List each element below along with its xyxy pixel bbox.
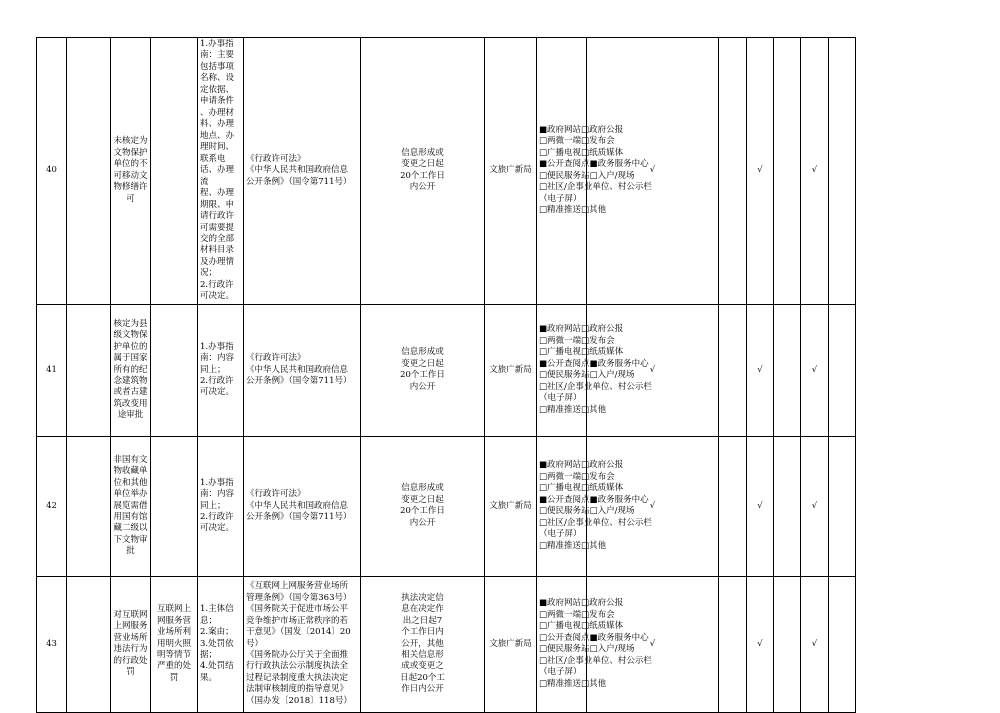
channel-option: □入户/现场 <box>589 170 635 181</box>
channel-option: □其他 <box>581 205 607 216</box>
channel-line <box>539 655 652 667</box>
channel-option: □广播电视 <box>539 147 582 158</box>
check-mark <box>829 38 856 305</box>
check-mark: √ <box>801 436 829 576</box>
blank-cell <box>67 436 111 576</box>
blank-cell <box>67 38 111 305</box>
disclosure-content: 1.办事指南：内容同上； 2.行政许可决定。 <box>198 436 244 576</box>
check-mark: √ <box>747 304 774 436</box>
channel-option: ■公开查阅点 <box>539 358 590 369</box>
disclosure-time: 信息形成或 变更之日起 20个工作日 内公开 <box>361 304 485 436</box>
channel-line <box>539 598 624 609</box>
channel-option: □其他 <box>581 678 607 689</box>
channel-option: □社区/企事业单位、村公示栏 <box>539 517 652 528</box>
channel-option: □入户/现场 <box>589 370 635 381</box>
sub-item-name <box>151 436 198 576</box>
disclosure-basis: 《行政许可法》 《中华人民共和国政府信息 公开条例》（国令第711号） <box>244 38 361 305</box>
table-row <box>37 576 883 712</box>
disclosure-channels <box>537 576 652 712</box>
channel-option: ■政府网站 <box>539 125 582 136</box>
channel-option: □便民服务站 <box>539 506 590 517</box>
channel-line <box>539 471 615 483</box>
row-number: 41 <box>37 304 67 436</box>
channel-option: □发布会 <box>581 335 615 346</box>
channel-option: ■政府网站 <box>539 324 582 335</box>
channel-option: □两微一端 <box>539 471 582 482</box>
channel-option: □精准推送 <box>539 540 582 551</box>
disclosure-basis: 《行政许可法》 《中华人民共和国政府信息 公开条例》（国令第711号） <box>244 304 361 436</box>
channel-option: □其他 <box>581 540 607 551</box>
channel-option: □纸质媒体 <box>581 347 624 358</box>
channel-line <box>539 494 649 506</box>
channel-option: □便民服务站 <box>539 370 590 381</box>
sub-item-name: 互联网上 网服务营 业场所利 用明火照 明等情节 严重的处 罚 <box>151 576 198 712</box>
channel-option: □政府公报 <box>581 598 624 609</box>
channel-line <box>539 517 652 529</box>
channel-line <box>539 136 615 147</box>
channel-line <box>539 540 607 552</box>
check-mark <box>829 304 856 436</box>
row-number: 40 <box>37 38 67 305</box>
channel-option: ■政府网站 <box>539 598 582 609</box>
disclosure-channels <box>537 436 652 576</box>
channel-option: ■公开查阅点 <box>539 494 590 505</box>
channel-option: □政府公报 <box>581 324 624 335</box>
channel-option: □发布会 <box>581 471 615 482</box>
channel-option: □发布会 <box>581 136 615 147</box>
disclosure-table <box>36 37 883 713</box>
row-number: 42 <box>37 436 67 576</box>
check-mark <box>719 38 747 305</box>
channel-option: □社区/企事业单位、村公示栏 <box>539 655 652 666</box>
check-mark <box>719 304 747 436</box>
channel-line <box>539 529 584 540</box>
channel-line <box>539 381 652 393</box>
check-mark: √ <box>801 38 829 305</box>
channel-line <box>539 404 607 416</box>
channel-option: （电子屏） <box>539 193 582 204</box>
channel-option: □广播电视 <box>539 483 582 494</box>
channel-line <box>539 667 584 678</box>
blank-cell <box>67 576 111 712</box>
disclosure-subject: 文旅广新局 <box>485 304 537 436</box>
check-mark: √ <box>747 436 774 576</box>
blank-cell <box>67 304 111 436</box>
channel-option: □两微一端 <box>539 335 582 346</box>
channel-option: □纸质媒体 <box>581 147 624 158</box>
channel-line <box>539 632 649 644</box>
item-name: 对互联网 上网服务 营业场所 违法行为 的行政处 罚 <box>111 576 151 712</box>
row-number: 43 <box>37 576 67 712</box>
table-row <box>37 436 883 576</box>
disclosure-subject: 文旅广新局 <box>485 38 537 305</box>
channel-option: □精准推送 <box>539 404 582 415</box>
channel-option: □政府公报 <box>581 125 624 136</box>
channel-line <box>539 358 649 370</box>
channel-line <box>539 347 624 358</box>
check-mark <box>774 436 801 576</box>
channel-option: □社区/企事业单位、村公示栏 <box>539 381 652 392</box>
check-mark <box>829 436 856 576</box>
item-name: 未核定为 文物保护 单位的不 可移动文 物修缮许 可 <box>111 38 151 305</box>
check-mark: √ <box>747 576 774 712</box>
check-mark: √ <box>587 304 719 436</box>
channel-line <box>539 393 584 404</box>
channel-line <box>539 182 652 193</box>
channel-line <box>539 483 624 494</box>
channel-line <box>539 170 635 182</box>
channel-option: □广播电视 <box>539 347 582 358</box>
check-mark: √ <box>587 576 719 712</box>
table-row <box>37 304 883 436</box>
disclosure-time: 信息形成或 变更之日起 20个工作日 内公开 <box>361 38 485 305</box>
disclosure-subject: 文旅广新局 <box>485 436 537 576</box>
disclosure-content: 1.办事指南：内容同上； 2.行政许可决定。 <box>198 304 244 436</box>
channel-option: □精准推送 <box>539 678 582 689</box>
channel-line <box>539 644 635 655</box>
disclosure-channels <box>537 304 652 436</box>
channel-option: □社区/企事业单位、村公示栏 <box>539 182 652 193</box>
channel-option: □纸质媒体 <box>581 621 624 632</box>
check-mark <box>774 304 801 436</box>
channel-option: □其他 <box>581 404 607 415</box>
disclosure-channels <box>537 38 652 305</box>
channel-line <box>539 460 624 471</box>
item-name: 核定为县 级文物保 护单位的 属于国家 所有的纪 念建筑物 或者古建 筑改变用 途审批 <box>111 304 151 436</box>
channel-line <box>539 159 649 170</box>
channel-line <box>539 205 607 216</box>
channel-option: □入户/现场 <box>589 644 635 655</box>
channel-option: □公开查阅点 <box>539 632 590 643</box>
table-row <box>37 38 883 305</box>
channel-line <box>539 506 635 517</box>
disclosure-time: 信息形成或 变更之日起 20个工作日 内公开 <box>361 436 485 576</box>
sub-item-name <box>151 304 198 436</box>
channel-line <box>539 678 607 690</box>
channel-option: ■政务服务中心 <box>589 358 649 369</box>
check-mark: √ <box>801 576 829 712</box>
check-mark <box>774 38 801 305</box>
channel-line <box>539 609 615 621</box>
channel-option: ■政务服务中心 <box>589 632 649 643</box>
channel-line <box>539 335 615 347</box>
sub-item-name <box>151 38 198 305</box>
channel-option: ■政务服务中心 <box>589 159 649 170</box>
channel-option: □精准推送 <box>539 205 582 216</box>
check-mark: √ <box>747 38 774 305</box>
check-mark <box>829 576 856 712</box>
item-name: 非国有文 物收藏单 位和其他 单位举办 展览需借 用国有馆 藏二级以 下文物审 批 <box>111 436 151 576</box>
channel-option: □广播电视 <box>539 621 582 632</box>
channel-line <box>539 621 624 632</box>
disclosure-content: 1.办事指南：主要包括事项 名称、设定依据、申请条件 、办理材料、办理地点、办 理时间、联系电话、办理流 程、办理期限、申请行政许 可需要提交的全部材料目录 及办理情况； 2.行政许可决定。 <box>198 38 244 305</box>
channel-option: □政府公报 <box>581 460 624 471</box>
disclosure-basis: 《互联网上网服务营业场所 管理条例》（国令第363号） 《国务院关于促进市场公平 竞争维护市场正常秩序的若 干意见》（国发〔2014〕20 号） 《国务院办公厅关于全面推 行行政执法公示制度执法全 过程记录制度重大执法决定 法制审核制度的指导意见》 （国办发〔2018〕118号） <box>244 576 361 712</box>
disclosure-subject: 文旅广新局 <box>485 576 537 712</box>
disclosure-time: 执法决定信 息在决定作 出之日起7 个工作日内 公开，其他 相关信息形 成或变更之 日起20个工 作日内公开 <box>361 576 485 712</box>
check-mark: √ <box>587 436 719 576</box>
check-mark: √ <box>587 38 719 305</box>
channel-line <box>539 194 584 205</box>
channel-line <box>539 370 635 381</box>
channel-option: □两微一端 <box>539 136 582 147</box>
channel-option: □两微一端 <box>539 609 582 620</box>
channel-option: （电子屏） <box>539 667 582 678</box>
channel-line <box>539 125 624 136</box>
channel-line <box>539 147 624 159</box>
channel-option: □发布会 <box>581 609 615 620</box>
disclosure-basis: 《行政许可法》 《中华人民共和国政府信息 公开条例》（国令第711号） <box>244 436 361 576</box>
channel-option: （电子屏） <box>539 529 582 540</box>
check-mark: √ <box>801 304 829 436</box>
check-mark <box>774 576 801 712</box>
channel-option: ■公开查阅点 <box>539 159 590 170</box>
check-mark <box>719 576 747 712</box>
channel-option: （电子屏） <box>539 393 582 404</box>
channel-option: □纸质媒体 <box>581 483 624 494</box>
channel-option: □便民服务站 <box>539 170 590 181</box>
channel-option: □便民服务站 <box>539 644 590 655</box>
disclosure-content: 1.主体信息； 2.案由； 3.处罚依据； 4.处罚结果。 <box>198 576 244 712</box>
check-mark <box>719 436 747 576</box>
channel-option: □入户/现场 <box>589 506 635 517</box>
channel-option: ■政府网站 <box>539 460 582 471</box>
channel-option: ■政务服务中心 <box>589 494 649 505</box>
channel-line <box>539 324 624 335</box>
